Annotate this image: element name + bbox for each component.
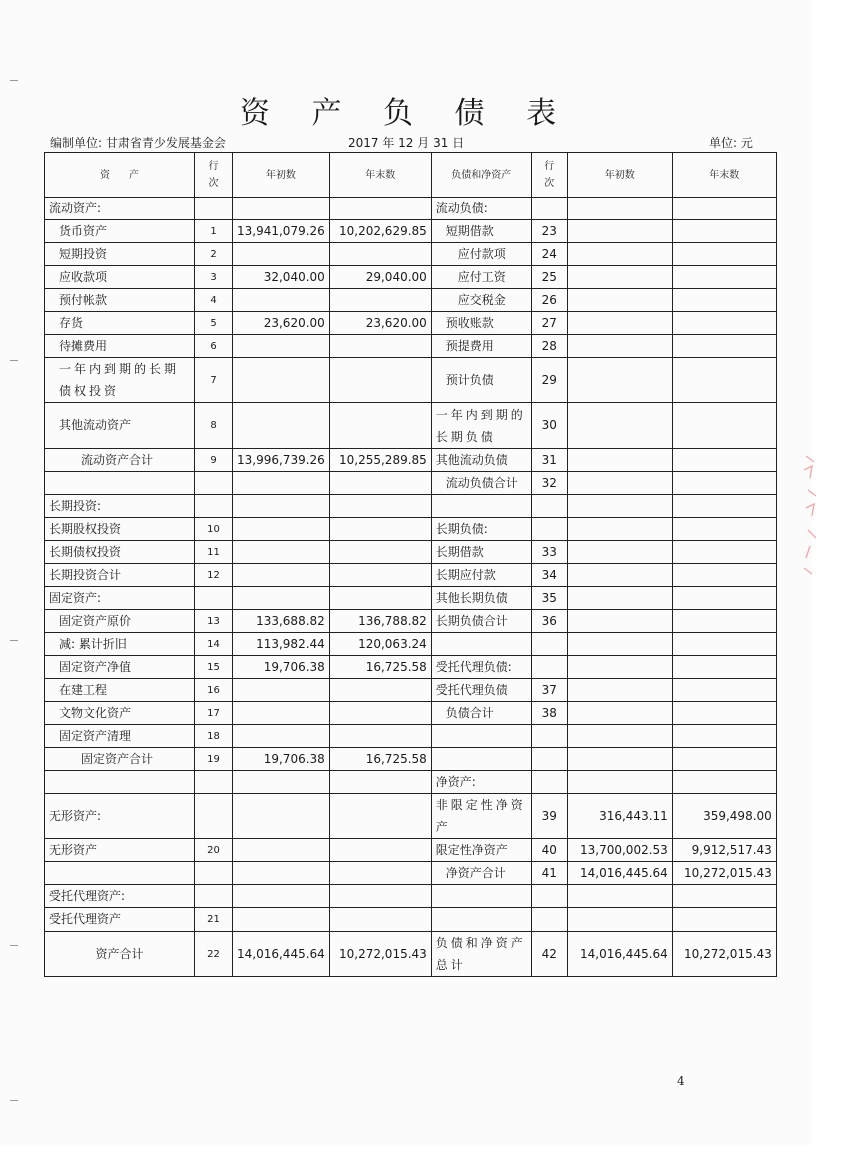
asset-line-no xyxy=(195,495,233,518)
asset-line-no: 21 xyxy=(195,908,233,932)
liability-begin: 14,016,445.64 xyxy=(567,862,672,885)
asset-begin: 13,996,739.26 xyxy=(233,449,330,472)
asset-end xyxy=(329,679,431,702)
scan-margin-mark xyxy=(10,360,18,361)
liability-begin xyxy=(567,495,672,518)
liability-item: 净资产: xyxy=(431,771,531,794)
asset-begin xyxy=(233,564,330,587)
liability-item: 负债合计 xyxy=(431,702,531,725)
liability-begin xyxy=(567,748,672,771)
liability-line-no xyxy=(531,748,567,771)
asset-item: 固定资产原价 xyxy=(45,610,195,633)
asset-end: 16,725.58 xyxy=(329,748,431,771)
liability-line-no: 31 xyxy=(531,449,567,472)
table-row xyxy=(45,564,777,587)
asset-line-no: 12 xyxy=(195,564,233,587)
asset-line-no: 13 xyxy=(195,610,233,633)
liability-item: 长期借款 xyxy=(431,541,531,564)
document-title: 资 产 负 债 表 xyxy=(239,96,573,131)
asset-item: 长期股权投资 xyxy=(45,518,195,541)
asset-line-no: 17 xyxy=(195,702,233,725)
liability-item: 其他流动负债 xyxy=(431,449,531,472)
liability-begin xyxy=(567,541,672,564)
liability-end xyxy=(672,771,776,794)
asset-begin xyxy=(233,839,330,862)
liability-begin xyxy=(567,518,672,541)
liability-line-no: 25 xyxy=(531,266,567,289)
asset-begin xyxy=(233,862,330,885)
scan-margin-mark xyxy=(10,1100,18,1101)
liability-item xyxy=(431,725,531,748)
asset-begin xyxy=(233,702,330,725)
table-row xyxy=(45,771,777,794)
liability-item xyxy=(431,495,531,518)
liability-end xyxy=(672,266,776,289)
liability-item: 净资产合计 xyxy=(431,862,531,885)
liability-line-no: 38 xyxy=(531,702,567,725)
liability-end xyxy=(672,702,776,725)
asset-item: 无形资产: xyxy=(45,794,195,839)
liability-begin xyxy=(567,610,672,633)
asset-line-no: 3 xyxy=(195,266,233,289)
liability-line-no: 29 xyxy=(531,358,567,403)
asset-end xyxy=(329,725,431,748)
header-liabilities: 负债和净资产 xyxy=(431,153,531,198)
liability-line-no: 39 xyxy=(531,794,567,839)
header-end: 年末数 xyxy=(329,153,431,198)
asset-begin xyxy=(233,243,330,266)
asset-line-no: 5 xyxy=(195,312,233,335)
liability-item: 限定性净资产 xyxy=(431,839,531,862)
liability-begin xyxy=(567,587,672,610)
liability-line-no xyxy=(531,656,567,679)
table-row xyxy=(45,587,777,610)
liability-begin xyxy=(567,908,672,932)
liability-end xyxy=(672,472,776,495)
header-line-no-2 xyxy=(531,153,567,198)
liability-begin xyxy=(567,220,672,243)
asset-item: 流动资产合计 xyxy=(45,449,195,472)
liability-end xyxy=(672,610,776,633)
liability-begin xyxy=(567,358,672,403)
header-line-no xyxy=(195,153,233,198)
asset-item: 存货 xyxy=(45,312,195,335)
report-date: 2017 年 12 月 31 日 xyxy=(348,136,465,150)
asset-item: 文物文化资产 xyxy=(45,702,195,725)
liability-line-no: 27 xyxy=(531,312,567,335)
liability-item: 流动负债: xyxy=(431,198,531,220)
asset-line-no: 10 xyxy=(195,518,233,541)
asset-line-no xyxy=(195,587,233,610)
liability-item: 预计负债 xyxy=(431,358,531,403)
asset-item: 资产合计 xyxy=(45,932,195,977)
asset-end xyxy=(329,794,431,839)
liability-end xyxy=(672,198,776,220)
asset-line-no: 14 xyxy=(195,633,233,656)
asset-item: 预付帐款 xyxy=(45,289,195,312)
liability-line-no xyxy=(531,725,567,748)
liability-end xyxy=(672,633,776,656)
asset-end xyxy=(329,198,431,220)
table-row xyxy=(45,725,777,748)
asset-begin xyxy=(233,518,330,541)
asset-line-no: 8 xyxy=(195,403,233,449)
asset-item: 受托代理资产 xyxy=(45,908,195,932)
liability-end xyxy=(672,748,776,771)
liability-begin xyxy=(567,725,672,748)
liability-end xyxy=(672,725,776,748)
asset-item: 短期投资 xyxy=(45,243,195,266)
liability-end xyxy=(672,656,776,679)
liability-item: 预提费用 xyxy=(431,335,531,358)
liability-line-no xyxy=(531,771,567,794)
asset-item: 在建工程 xyxy=(45,679,195,702)
liability-item: 非限定性净资产 xyxy=(431,794,531,839)
table-row xyxy=(45,472,777,495)
table-row xyxy=(45,541,777,564)
asset-line-no xyxy=(195,794,233,839)
liability-item: 一年内到期的长期负债 xyxy=(431,403,531,449)
asset-begin: 19,706.38 xyxy=(233,656,330,679)
liability-line-no: 42 xyxy=(531,932,567,977)
asset-end xyxy=(329,839,431,862)
asset-begin xyxy=(233,885,330,908)
liability-line-no xyxy=(531,885,567,908)
asset-item: 应收款项 xyxy=(45,266,195,289)
asset-end: 23,620.00 xyxy=(329,312,431,335)
liability-begin xyxy=(567,449,672,472)
liability-begin xyxy=(567,403,672,449)
asset-begin xyxy=(233,794,330,839)
header-line-no-bottom: 次 xyxy=(208,178,219,189)
liability-line-no: 40 xyxy=(531,839,567,862)
liability-begin xyxy=(567,679,672,702)
asset-line-no xyxy=(195,885,233,908)
table-row xyxy=(45,518,777,541)
asset-end: 29,040.00 xyxy=(329,266,431,289)
table-row xyxy=(45,449,777,472)
table-row xyxy=(45,243,777,266)
liability-begin: 14,016,445.64 xyxy=(567,932,672,977)
asset-line-no: 20 xyxy=(195,839,233,862)
asset-line-no: 16 xyxy=(195,679,233,702)
liability-item: 流动负债合计 xyxy=(431,472,531,495)
asset-item: 固定资产: xyxy=(45,587,195,610)
liability-begin xyxy=(567,335,672,358)
asset-end xyxy=(329,885,431,908)
table-row xyxy=(45,220,777,243)
asset-end xyxy=(329,771,431,794)
asset-begin: 32,040.00 xyxy=(233,266,330,289)
asset-end xyxy=(329,908,431,932)
liability-item: 长期应付款 xyxy=(431,564,531,587)
liability-item: 预收账款 xyxy=(431,312,531,335)
header-asset-text: 资 产 xyxy=(99,169,140,181)
liability-begin xyxy=(567,198,672,220)
table-row xyxy=(45,610,777,633)
liability-end xyxy=(672,312,776,335)
liability-item: 其他长期负债 xyxy=(431,587,531,610)
asset-begin: 14,016,445.64 xyxy=(233,932,330,977)
asset-item xyxy=(45,472,195,495)
asset-line-no: 4 xyxy=(195,289,233,312)
table-row xyxy=(45,885,777,908)
header-end-2: 年末数 xyxy=(672,153,776,198)
liability-item xyxy=(431,908,531,932)
asset-begin xyxy=(233,541,330,564)
seal-stamp-fragment xyxy=(800,450,820,580)
page-number: 4 xyxy=(677,1074,685,1088)
asset-item: 固定资产清理 xyxy=(45,725,195,748)
asset-end xyxy=(329,335,431,358)
liability-end xyxy=(672,243,776,266)
asset-line-no: 9 xyxy=(195,449,233,472)
asset-line-no xyxy=(195,198,233,220)
liability-item xyxy=(431,748,531,771)
liability-begin: 13,700,002.53 xyxy=(567,839,672,862)
liability-end xyxy=(672,587,776,610)
table-row xyxy=(45,358,777,403)
asset-begin xyxy=(233,908,330,932)
liability-line-no: 36 xyxy=(531,610,567,633)
liability-item: 应交税金 xyxy=(431,289,531,312)
asset-end: 120,063.24 xyxy=(329,633,431,656)
liability-item: 短期借款 xyxy=(431,220,531,243)
asset-line-no: 2 xyxy=(195,243,233,266)
scan-margin-mark xyxy=(10,945,18,946)
asset-begin xyxy=(233,335,330,358)
asset-end xyxy=(329,702,431,725)
asset-begin xyxy=(233,495,330,518)
asset-line-no: 22 xyxy=(195,932,233,977)
liability-line-no xyxy=(531,518,567,541)
table-row xyxy=(45,839,777,862)
reporting-entity: 编制单位: 甘肃省青少发展基金会 xyxy=(50,136,226,150)
asset-item: 一年内到期的长期债权投资 xyxy=(45,358,195,403)
liability-line-no: 26 xyxy=(531,289,567,312)
table-row xyxy=(45,403,777,449)
liability-begin xyxy=(567,312,672,335)
liability-item xyxy=(431,885,531,908)
asset-begin: 13,941,079.26 xyxy=(233,220,330,243)
header-begin: 年初数 xyxy=(233,153,330,198)
asset-line-no xyxy=(195,862,233,885)
table-row xyxy=(45,908,777,932)
header-row xyxy=(45,153,777,198)
asset-begin: 23,620.00 xyxy=(233,312,330,335)
header-line-no-2-top: 行 xyxy=(544,161,555,172)
liability-line-no xyxy=(531,908,567,932)
liability-end xyxy=(672,908,776,932)
liability-line-no: 32 xyxy=(531,472,567,495)
scan-margin-mark xyxy=(10,640,18,641)
balance-sheet-table xyxy=(44,152,777,977)
asset-end xyxy=(329,243,431,266)
asset-end xyxy=(329,289,431,312)
liability-line-no: 23 xyxy=(531,220,567,243)
table-row xyxy=(45,198,777,220)
table-row xyxy=(45,932,777,977)
header-asset xyxy=(45,153,195,198)
liability-line-no: 33 xyxy=(531,541,567,564)
asset-line-no: 6 xyxy=(195,335,233,358)
asset-item: 待摊费用 xyxy=(45,335,195,358)
liability-end xyxy=(672,358,776,403)
liability-item: 受托代理负债 xyxy=(431,679,531,702)
table-row xyxy=(45,289,777,312)
asset-item: 长期债权投资 xyxy=(45,541,195,564)
liability-begin xyxy=(567,472,672,495)
table-row xyxy=(45,748,777,771)
liability-end xyxy=(672,564,776,587)
asset-end: 10,202,629.85 xyxy=(329,220,431,243)
asset-item xyxy=(45,771,195,794)
asset-end xyxy=(329,518,431,541)
liability-item: 应付款项 xyxy=(431,243,531,266)
asset-item: 其他流动资产 xyxy=(45,403,195,449)
liability-begin: 316,443.11 xyxy=(567,794,672,839)
asset-end xyxy=(329,564,431,587)
liability-end xyxy=(672,289,776,312)
asset-begin xyxy=(233,725,330,748)
table-row xyxy=(45,679,777,702)
asset-begin xyxy=(233,198,330,220)
liability-end xyxy=(672,885,776,908)
liability-line-no: 35 xyxy=(531,587,567,610)
asset-item: 长期投资合计 xyxy=(45,564,195,587)
asset-item: 无形资产 xyxy=(45,839,195,862)
liability-end xyxy=(672,495,776,518)
asset-item: 长期投资: xyxy=(45,495,195,518)
asset-begin: 133,688.82 xyxy=(233,610,330,633)
liability-end: 9,912,517.43 xyxy=(672,839,776,862)
table-row xyxy=(45,702,777,725)
asset-end: 16,725.58 xyxy=(329,656,431,679)
asset-line-no: 18 xyxy=(195,725,233,748)
liability-line-no: 41 xyxy=(531,862,567,885)
asset-end: 10,255,289.85 xyxy=(329,449,431,472)
liability-line-no xyxy=(531,633,567,656)
table-row xyxy=(45,335,777,358)
asset-item: 货币资产 xyxy=(45,220,195,243)
liability-end xyxy=(672,449,776,472)
liability-begin xyxy=(567,656,672,679)
table-row xyxy=(45,266,777,289)
liability-item: 长期负债: xyxy=(431,518,531,541)
liability-end xyxy=(672,335,776,358)
asset-item: 减: 累计折旧 xyxy=(45,633,195,656)
liability-begin xyxy=(567,702,672,725)
currency-unit: 单位: 元 xyxy=(709,136,753,150)
liability-line-no: 28 xyxy=(531,335,567,358)
liability-item xyxy=(431,633,531,656)
liability-begin xyxy=(567,243,672,266)
header-line-no-2-bottom: 次 xyxy=(544,178,555,189)
asset-line-no: 11 xyxy=(195,541,233,564)
liability-end: 10,272,015.43 xyxy=(672,932,776,977)
asset-begin xyxy=(233,403,330,449)
liability-item: 负债和净资产总计 xyxy=(431,932,531,977)
asset-end xyxy=(329,358,431,403)
asset-line-no: 15 xyxy=(195,656,233,679)
liability-line-no: 24 xyxy=(531,243,567,266)
asset-begin xyxy=(233,771,330,794)
liability-line-no: 34 xyxy=(531,564,567,587)
liability-line-no: 30 xyxy=(531,403,567,449)
asset-end xyxy=(329,587,431,610)
header-begin-2: 年初数 xyxy=(567,153,672,198)
liability-begin xyxy=(567,266,672,289)
asset-end xyxy=(329,541,431,564)
asset-begin xyxy=(233,358,330,403)
liability-begin xyxy=(567,564,672,587)
liability-begin xyxy=(567,289,672,312)
liability-item: 长期负债合计 xyxy=(431,610,531,633)
liability-line-no: 37 xyxy=(531,679,567,702)
liability-item: 应付工资 xyxy=(431,266,531,289)
header-line-no-top: 行 xyxy=(208,161,219,172)
asset-begin: 113,982.44 xyxy=(233,633,330,656)
liability-end xyxy=(672,220,776,243)
liability-end: 359,498.00 xyxy=(672,794,776,839)
liability-begin xyxy=(567,885,672,908)
asset-item: 受托代理资产: xyxy=(45,885,195,908)
asset-item: 固定资产合计 xyxy=(45,748,195,771)
liability-item: 受托代理负债: xyxy=(431,656,531,679)
liability-begin xyxy=(567,771,672,794)
asset-end xyxy=(329,495,431,518)
asset-end xyxy=(329,862,431,885)
asset-item: 固定资产净值 xyxy=(45,656,195,679)
liability-end: 10,272,015.43 xyxy=(672,862,776,885)
liability-end xyxy=(672,403,776,449)
liability-end xyxy=(672,518,776,541)
liability-end xyxy=(672,541,776,564)
asset-end xyxy=(329,403,431,449)
asset-begin xyxy=(233,587,330,610)
table-row xyxy=(45,633,777,656)
asset-line-no xyxy=(195,472,233,495)
liability-line-no xyxy=(531,495,567,518)
table-row xyxy=(45,656,777,679)
asset-begin: 19,706.38 xyxy=(233,748,330,771)
asset-item: 流动资产: xyxy=(45,198,195,220)
asset-begin xyxy=(233,472,330,495)
asset-end xyxy=(329,472,431,495)
asset-line-no: 1 xyxy=(195,220,233,243)
liability-line-no xyxy=(531,198,567,220)
table-row xyxy=(45,312,777,335)
liability-begin xyxy=(567,633,672,656)
scan-margin-mark xyxy=(10,80,18,81)
asset-begin xyxy=(233,289,330,312)
table-row xyxy=(45,794,777,839)
asset-line-no: 7 xyxy=(195,358,233,403)
liability-end xyxy=(672,679,776,702)
asset-line-no xyxy=(195,771,233,794)
asset-item xyxy=(45,862,195,885)
table-row xyxy=(45,862,777,885)
asset-end: 136,788.82 xyxy=(329,610,431,633)
asset-line-no: 19 xyxy=(195,748,233,771)
table-row xyxy=(45,495,777,518)
asset-begin xyxy=(233,679,330,702)
asset-end: 10,272,015.43 xyxy=(329,932,431,977)
